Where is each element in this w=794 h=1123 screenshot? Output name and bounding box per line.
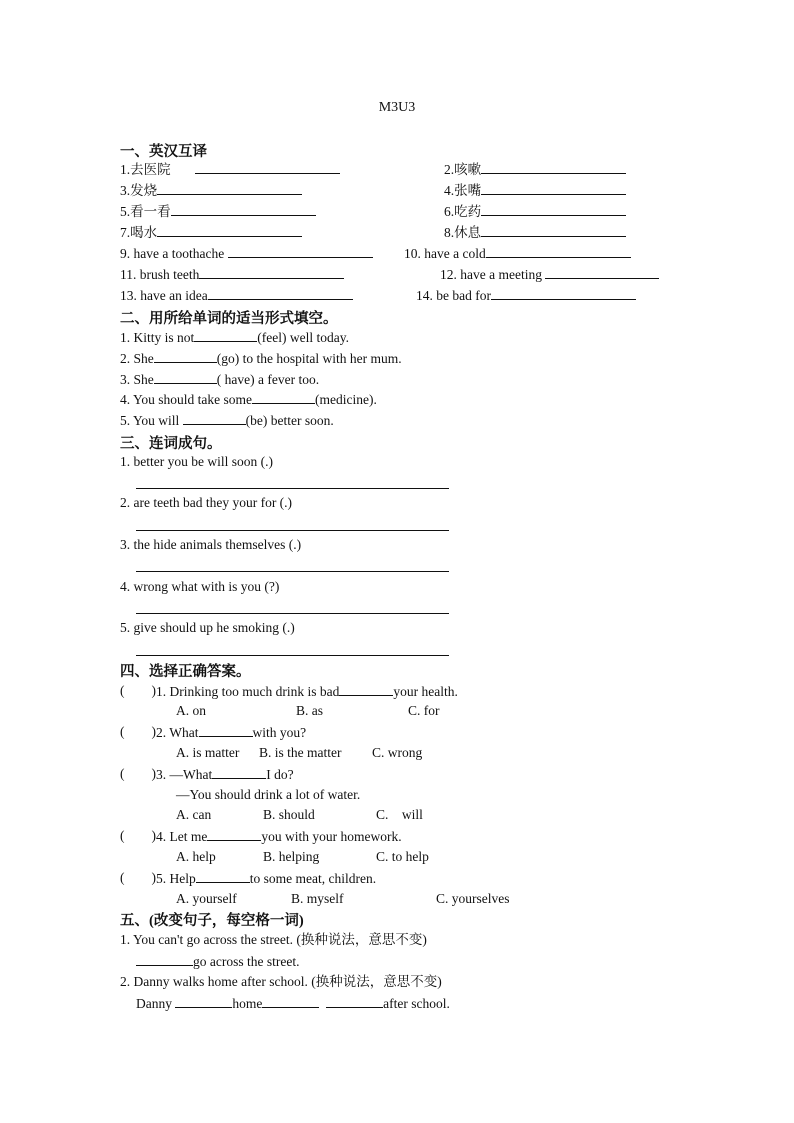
- option[interactable]: B. should: [263, 807, 315, 822]
- fill-item-3: 3. She ( have) a fever too.: [120, 372, 320, 387]
- option[interactable]: A. on: [176, 703, 206, 718]
- answer-line[interactable]: [136, 613, 449, 614]
- answer-blank[interactable]: [481, 224, 626, 237]
- reorder-item-4: 4. wrong what with is you (?): [120, 579, 280, 594]
- item-14: 14. be bad for: [416, 287, 636, 304]
- mc-question-1: 1. Drinking too much drink is bad your health.: [156, 684, 458, 699]
- answer-line[interactable]: [136, 530, 449, 531]
- reorder-item-3: 3. the hide animals themselves (.): [120, 537, 302, 552]
- answer-blank[interactable]: [175, 995, 232, 1008]
- answer-blank[interactable]: [154, 350, 217, 363]
- answer-blank[interactable]: [136, 953, 193, 966]
- answer-blank[interactable]: [481, 161, 626, 174]
- mc-question-3-line2: —You should drink a lot of water.: [176, 787, 361, 802]
- answer-blank: [196, 870, 250, 883]
- item-5: 5.看一看: [120, 203, 316, 220]
- section5-heading: 五、(改变句子，每空格一词): [120, 913, 304, 929]
- item-1: 1.去医院: [120, 161, 340, 178]
- answer-line[interactable]: [136, 655, 449, 656]
- answer-blank[interactable]: [252, 391, 315, 404]
- answer-blank[interactable]: [195, 161, 340, 174]
- mc-question-4: 4. Let me you with your homework.: [156, 829, 402, 844]
- fill-item-4: 4. You should take some (medicine).: [120, 392, 377, 407]
- option[interactable]: A. help: [176, 849, 216, 864]
- answer-blank: [212, 766, 266, 779]
- fill-item-5: 5. You will (be) better soon.: [120, 413, 334, 428]
- option[interactable]: C. to help: [376, 849, 429, 864]
- answer-blank[interactable]: [154, 371, 217, 384]
- answer-blank[interactable]: [545, 266, 659, 279]
- option[interactable]: B. as: [296, 703, 323, 718]
- answer-blank[interactable]: [491, 287, 636, 300]
- reorder-item-5: 5. give should up he smoking (.): [120, 620, 295, 635]
- option[interactable]: B. is the matter: [259, 745, 342, 760]
- answer-paren[interactable]: ( ): [120, 828, 156, 843]
- answer-blank[interactable]: [183, 412, 246, 425]
- item-3: 3.发烧: [120, 182, 302, 199]
- answer-paren[interactable]: ( ): [120, 766, 156, 781]
- answer-paren[interactable]: ( ): [120, 724, 156, 739]
- answer-blank[interactable]: [171, 203, 316, 216]
- fill-item-1: 1. Kitty is not (feel) well today.: [120, 330, 349, 345]
- answer-blank[interactable]: [157, 182, 302, 195]
- answer-line[interactable]: [136, 571, 449, 572]
- option[interactable]: C. will: [376, 807, 423, 822]
- rewrite-question-2: 2. Danny walks home after school. (换种说法，意思不变): [120, 974, 442, 989]
- item-2: 2.咳嗽: [444, 161, 626, 178]
- answer-blank[interactable]: [481, 203, 626, 216]
- answer-blank[interactable]: [228, 245, 373, 258]
- answer-blank[interactable]: [486, 245, 631, 258]
- mc-question-3: 3. —What I do?: [156, 767, 294, 782]
- fill-item-2: 2. She (go) to the hospital with her mum.: [120, 351, 402, 366]
- answer-blank[interactable]: [262, 995, 319, 1008]
- option[interactable]: A. is matter: [176, 745, 240, 760]
- page-title: M3U3: [378, 100, 416, 115]
- section1-heading: 一、英汉互译: [120, 144, 207, 160]
- rewrite-answer-2: Danny home after school.: [136, 996, 450, 1011]
- option[interactable]: C. wrong: [372, 745, 423, 760]
- answer-blank: [207, 828, 261, 841]
- rewrite-question-1: 1. You can't go across the street. (换种说法，意思不变): [120, 932, 427, 947]
- answer-blank[interactable]: [326, 995, 383, 1008]
- reorder-item-1: 1. better you be will soon (.): [120, 454, 273, 469]
- option[interactable]: C. for: [408, 703, 440, 718]
- mc-question-2: 2. What with you?: [156, 725, 307, 740]
- item-10: 10. have a cold: [404, 245, 631, 262]
- option[interactable]: B. helping: [263, 849, 320, 864]
- answer-blank[interactable]: [194, 329, 257, 342]
- item-8: 8.休息: [444, 224, 626, 241]
- section3-heading: 三、连词成句。: [120, 436, 222, 452]
- option[interactable]: A. yourself: [176, 891, 237, 906]
- item-6: 6.吃药: [444, 203, 626, 220]
- section2-heading: 二、用所给单词的适当形式填空。: [120, 311, 338, 327]
- mc-question-5: 5. Help to some meat, children.: [156, 871, 377, 886]
- answer-paren[interactable]: ( ): [120, 683, 156, 698]
- item-11: 11. brush teeth: [120, 266, 344, 283]
- answer-blank[interactable]: [199, 266, 344, 279]
- option[interactable]: B. myself: [291, 891, 344, 906]
- item-9: 9. have a toothache: [120, 245, 373, 262]
- option[interactable]: C. yourselves: [436, 891, 510, 906]
- answer-blank[interactable]: [481, 182, 626, 195]
- reorder-item-2: 2. are teeth bad they your for (.): [120, 495, 293, 510]
- answer-blank[interactable]: [157, 224, 302, 237]
- answer-paren[interactable]: ( ): [120, 870, 156, 885]
- answer-blank: [339, 683, 393, 696]
- answer-blank: [199, 724, 253, 737]
- item-13: 13. have an idea: [120, 287, 353, 304]
- answer-blank[interactable]: [208, 287, 353, 300]
- rewrite-answer-1: go across the street.: [136, 953, 299, 970]
- option[interactable]: A. can: [176, 807, 212, 822]
- answer-line[interactable]: [136, 488, 449, 489]
- item-12: 12. have a meeting: [440, 266, 659, 283]
- section4-heading: 四、选择正确答案。: [120, 664, 251, 680]
- item-4: 4.张嘴: [444, 182, 626, 199]
- item-7: 7.喝水: [120, 224, 302, 241]
